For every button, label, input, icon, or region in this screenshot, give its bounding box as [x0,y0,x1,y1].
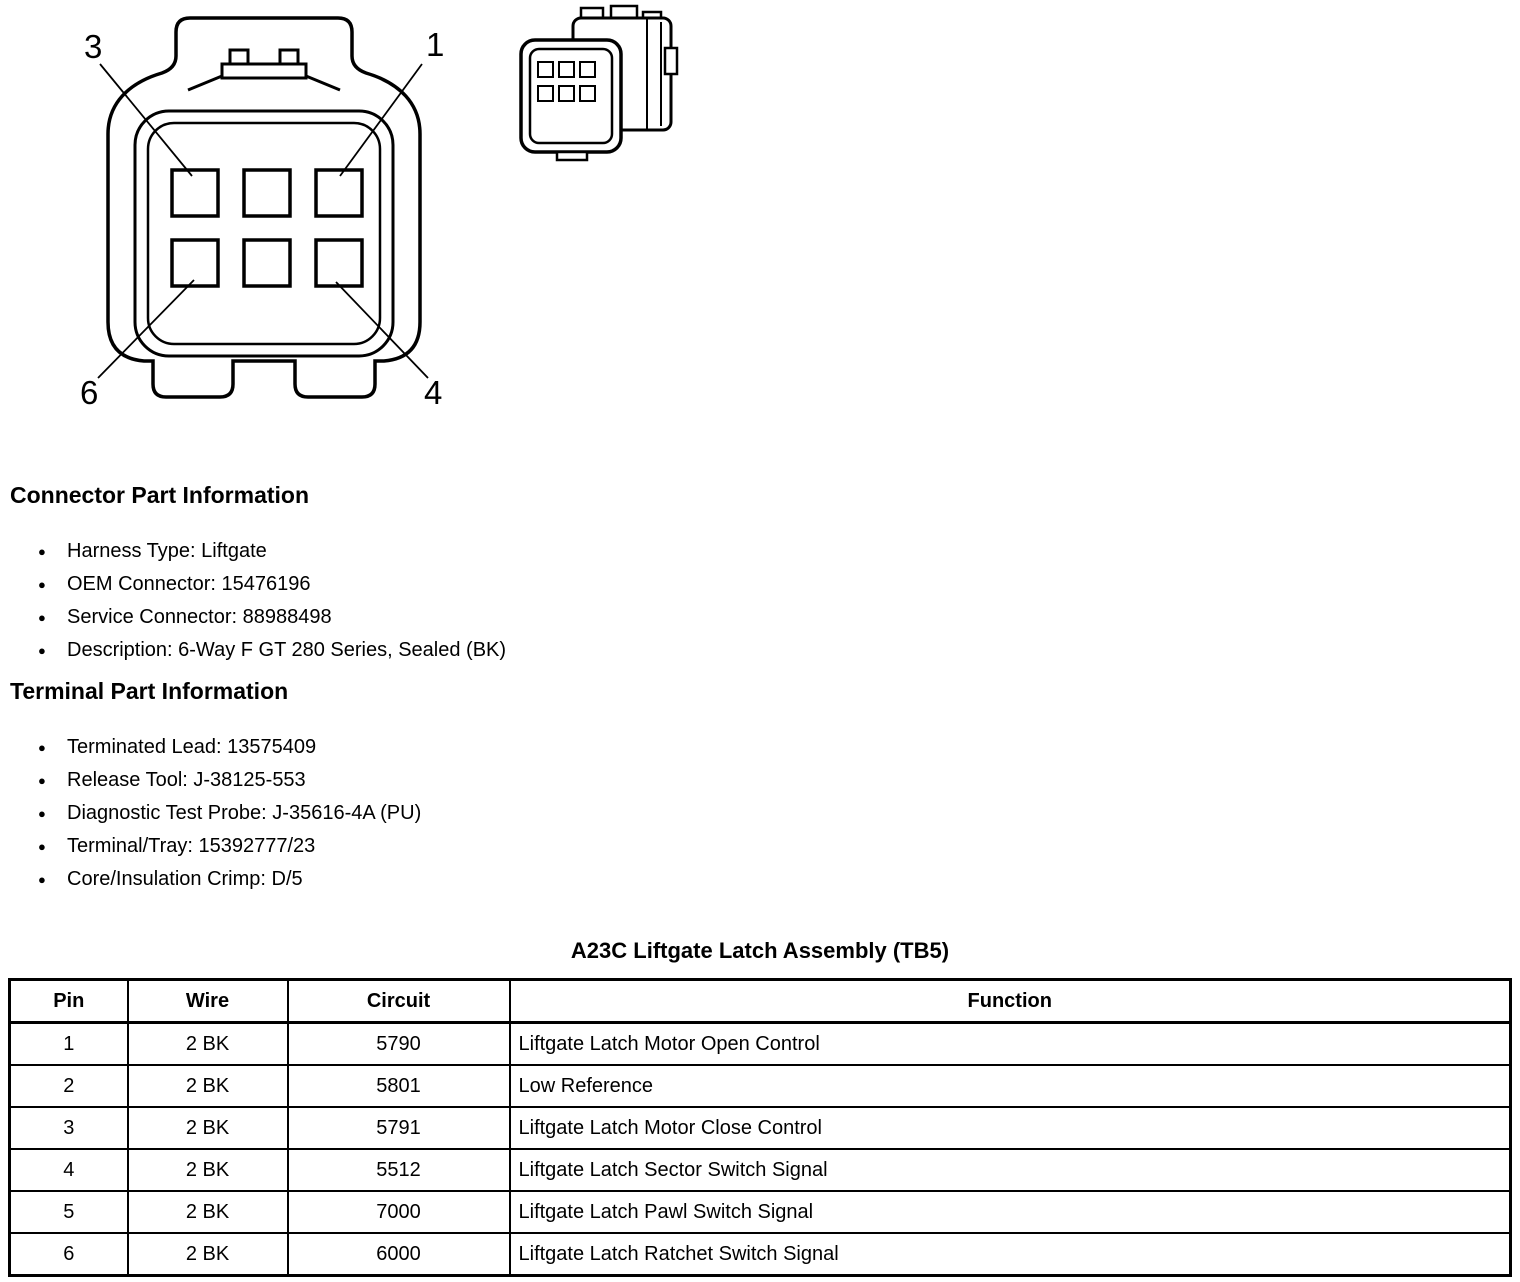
terminal-part-info-heading: Terminal Part Information [10,678,289,704]
cell-function: Liftgate Latch Ratchet Switch Signal [510,1233,1511,1276]
cell-wire: 2 BK [128,1233,288,1276]
cell-circuit: 7000 [288,1191,510,1233]
cell-circuit: 5801 [288,1065,510,1107]
col-header-function: Function [510,980,1511,1023]
table-row [10,1149,1511,1191]
pin-callout-3: 3 [84,28,103,65]
cell-circuit: 5512 [288,1149,510,1191]
pin-callout-4: 4 [424,374,443,411]
cell-function: Low Reference [510,1065,1511,1107]
table-header-row [10,980,1511,1023]
table-row [10,1191,1511,1233]
cell-function: Liftgate Latch Sector Switch Signal [510,1149,1511,1191]
terminal-part-info-list [10,731,421,896]
list-item: ● Service Connector: 88988498 [10,601,506,634]
list-item: ● Diagnostic Test Probe: J-35616-4A (PU) [10,797,421,830]
cell-pin: 4 [10,1149,128,1191]
pin-callout-1: 1 [426,26,445,63]
pinout-table [8,978,1512,1277]
table-row [10,1107,1511,1149]
list-item: ● Harness Type: Liftgate [10,535,506,568]
table-row [10,1233,1511,1276]
cell-pin: 6 [10,1233,128,1276]
connector-isometric-view [515,4,680,164]
cell-wire: 2 BK [128,1023,288,1066]
cell-circuit: 5790 [288,1023,510,1066]
col-header-pin: Pin [10,980,128,1023]
table-title: A23C Liftgate Latch Assembly (TB5) [570,938,950,963]
cell-wire: 2 BK [128,1107,288,1149]
cell-function: Liftgate Latch Motor Close Control [510,1107,1511,1149]
cell-circuit: 5791 [288,1107,510,1149]
connector-part-info-heading: Connector Part Information [10,482,310,508]
pin-callout-6: 6 [80,374,99,411]
cell-wire: 2 BK [128,1191,288,1233]
list-item: ● Core/Insulation Crimp: D/5 [10,863,421,896]
list-item: ● Terminated Lead: 13575409 [10,731,421,764]
cell-pin: 5 [10,1191,128,1233]
cell-pin: 1 [10,1023,128,1066]
list-item: ● Terminal/Tray: 15392777/23 [10,830,421,863]
list-item: ● Description: 6-Way F GT 280 Series, Sealed (BK) [10,634,506,667]
cell-pin: 3 [10,1107,128,1149]
col-header-wire: Wire [128,980,288,1023]
list-item: ● Release Tool: J-38125-553 [10,764,421,797]
cell-function: Liftgate Latch Motor Open Control [510,1023,1511,1066]
col-header-circuit: Circuit [288,980,510,1023]
cell-pin: 2 [10,1065,128,1107]
cell-wire: 2 BK [128,1065,288,1107]
cell-circuit: 6000 [288,1233,510,1276]
cell-wire: 2 BK [128,1149,288,1191]
cell-function: Liftgate Latch Pawl Switch Signal [510,1191,1511,1233]
list-item: ● OEM Connector: 15476196 [10,568,506,601]
table-row [10,1065,1511,1107]
connector-face-diagram [70,6,470,411]
table-row [10,1023,1511,1066]
connector-part-info-list [10,535,506,667]
